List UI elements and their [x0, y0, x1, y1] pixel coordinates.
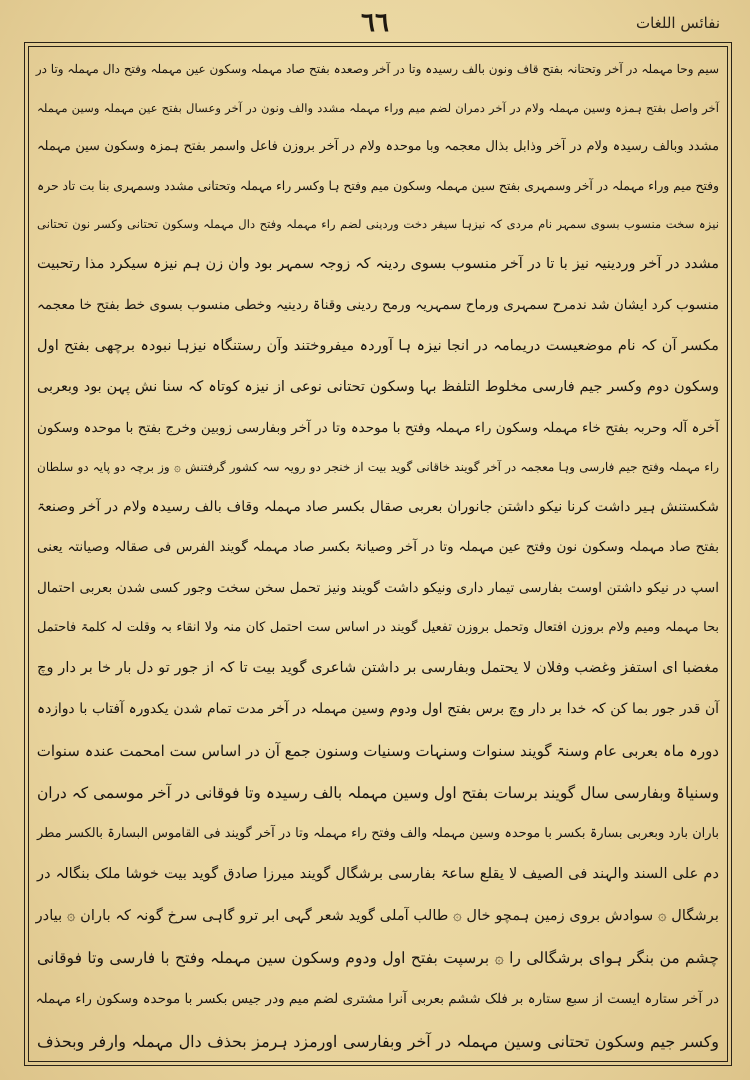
text-line: مشدد وبالف رسیدہ ولام در آخر وذابل بذال معجمہ وبا موحدہ ولام در آخر بروزن فاعل واسمر بفتح ہمزہ وسکون سین مہملہ — [37, 138, 719, 154]
page-number: ٦٦ — [361, 8, 389, 38]
text-line: وسنیاۃ وبفارسی سال گویند برسات بفتح اول وسین مہملہ بالف رسیدہ وتا فوقانی در آخر موسمی کہ دران — [37, 783, 719, 802]
text-line: مغضبا ای استفز وغضب وفلان لا یحتمل وبفارسی بر داشتن شاعری گوید بیت تا کہ از جور تو دل بار خا بر دار وچ — [37, 659, 719, 677]
text-line: وفتح میم وراء مہملہ در آخر وسمہری بفتح سین مہملہ وسکون میم وفتح ہا وکسر راء مہملہ وتحتانی مشدد وسمہری بنا بت تاد حرہ — [37, 179, 719, 194]
text-line: مشدد در آخر وردینیہ نیز با تا در آخر منسوب بسوی ردینہ کہ زوجہ سمہر بود وان زن ہم نیزہ سیکرد مذا رتحبیت — [37, 256, 719, 273]
text-line: نیزہ سخت منسوب بسوی سمہر نام مردی کہ نیزہا سیفر دخت وردینی لضم راء مہملہ وفتح دال مہملہ وسکون تحتانی وکسر نون تحتانی — [37, 217, 719, 232]
running-title: نفائس اللغات — [635, 14, 720, 32]
text-frame — [24, 42, 732, 1066]
text-line: آخر واصل بفتح ہمزہ وسین مہملہ ولام در آخر دمران لضم میم وراء مہملہ مشدد والف ونون در آخر وعسال بفتح عین مہملہ وسین مہملہ — [37, 100, 719, 115]
text-line: شکستنش ہیر داشت کرنا نیکو داشتن جانوران بعربی صقال بکسر صاد مہملہ وقاف بالف رسیدہ ولام در آخر وصنعۃ — [37, 499, 719, 516]
text-body — [37, 63, 719, 1051]
text-line: راء مہملہ وفتح جیم فارسی وہا معجمہ در آخر گویند خاقانی گوید بیت از خنجر دو رویہ سہ کشور گرفتنش ۞ وز برچہ دو پایہ دو سلطان — [37, 459, 719, 474]
text-line: برشگال ۞ سوادش بروی زمین ہمچو خال ۞ طالب آملی گوید شعر گہی ابر ترو گاہی سرخ گونہ کہ باران ۞ بیادر — [35, 907, 719, 925]
text-line: وکسر جیم وسکون تحتانی وسین مہملہ در آخر وبفارسی اورمزد ہرمز بحذف دال مہملہ وارفر وبحذف — [37, 1031, 719, 1051]
text-line: دورہ ماہ بعربی عام وسنۃ گویند سنوات وسنہات وسنیات وسنون جمع آن در اساس ست امحمت عندہ سنوات — [36, 741, 719, 760]
page-header — [24, 6, 726, 46]
text-line: سیم وحا مہملہ در آخر وتحتانہ بفتح قاف ونون بالف رسیدہ وتا در آخر وصعدہ بفتح صاد مہملہ وسکون عین مہملہ وفتح دال مہملہ وتا در — [35, 62, 719, 76]
text-line: آخرہ آلہ وحربہ بفتح خاء مہملہ وسکون راء مہملہ وفتح با موحدہ وتا در آخر وبفارسی زوبین وخرج بفتح با موحدہ وسکون — [37, 419, 719, 436]
text-line: آن قدر جور بما کن کہ خدا بر دار وچ برس بفتح اول ودوم وسین مہملہ در آخر مدت تمام شدن یکدورہ آفتاب با دوازدہ — [37, 701, 719, 717]
text-line: دم علی السند والہند فی الصیف لا یقلع ساعۃ بفارسی برشگال گویند میرزا صادق گوید بیت خوشا ملک بنگالہ در — [37, 865, 719, 883]
text-line: مکسر آن کہ نام موضعیست دریمامہ در انجا نیزہ ہا آوردہ میفروختند وآن رستنگاہ نیزہا نبودہ برچھی بفتح اول — [37, 336, 719, 354]
text-line: اسپ در نیکو داشتن اوست بفارسی تیمار داری ونیکو داشت گویند ونیز تحمل سخن سخت وجور کسی شدن بعربی احتمال — [37, 579, 719, 596]
text-line: باران بارد وبعربی بسارۃ بکسر با موحدہ وسین مہملہ والف وفتح راء مہملہ وتا در آخر گویند فی القاموس البسارۃ بالکسر مطر — [37, 825, 719, 841]
text-line: بفتح صاد مہملہ وسکون نون وفتح عین مہملہ وتا در آخر وصیانۃ بکسر صاد مہملہ گویند الفرس فی صقالہ وصیانتہ یعنی — [37, 539, 719, 556]
text-line: چشم من بنگر ہوای برشگالی را ۞ برسپت بفتح اول ودوم وسکون سین مہملہ وفتح با فارسی وتا فوقانی — [37, 948, 719, 967]
text-line: در آخر ستارہ ایست از سبع ستارہ بر فلک ششم بعربی آنرا مشتری لضم میم ودر جیس بکسر با موحدہ وسکون راء مہملہ — [35, 991, 719, 1008]
text-line: منسوب کرد ایشان شد ندمرح سمہری ورماح سمہریہ ورمح ردینی وقناۃ ردینیہ وخطی منسوب بسوی خط بفتح خا معجمہ — [37, 296, 719, 313]
text-line: بحا مہملہ ومیم ولام بروزن افتعال وتحمل بروزن تفعیل گویند در اساس ست احتمل کان منہ ولا انقاء بہ وقلت لہ کلمۃ فاحتمل — [37, 619, 719, 635]
text-line: وسکون دوم وکسر جیم فارسی مخلوط التلفظ بہا وسکون تحتانی نوعی از نیزہ کوتاہ کہ سنا نش پہن بود وبعربی — [37, 379, 719, 396]
